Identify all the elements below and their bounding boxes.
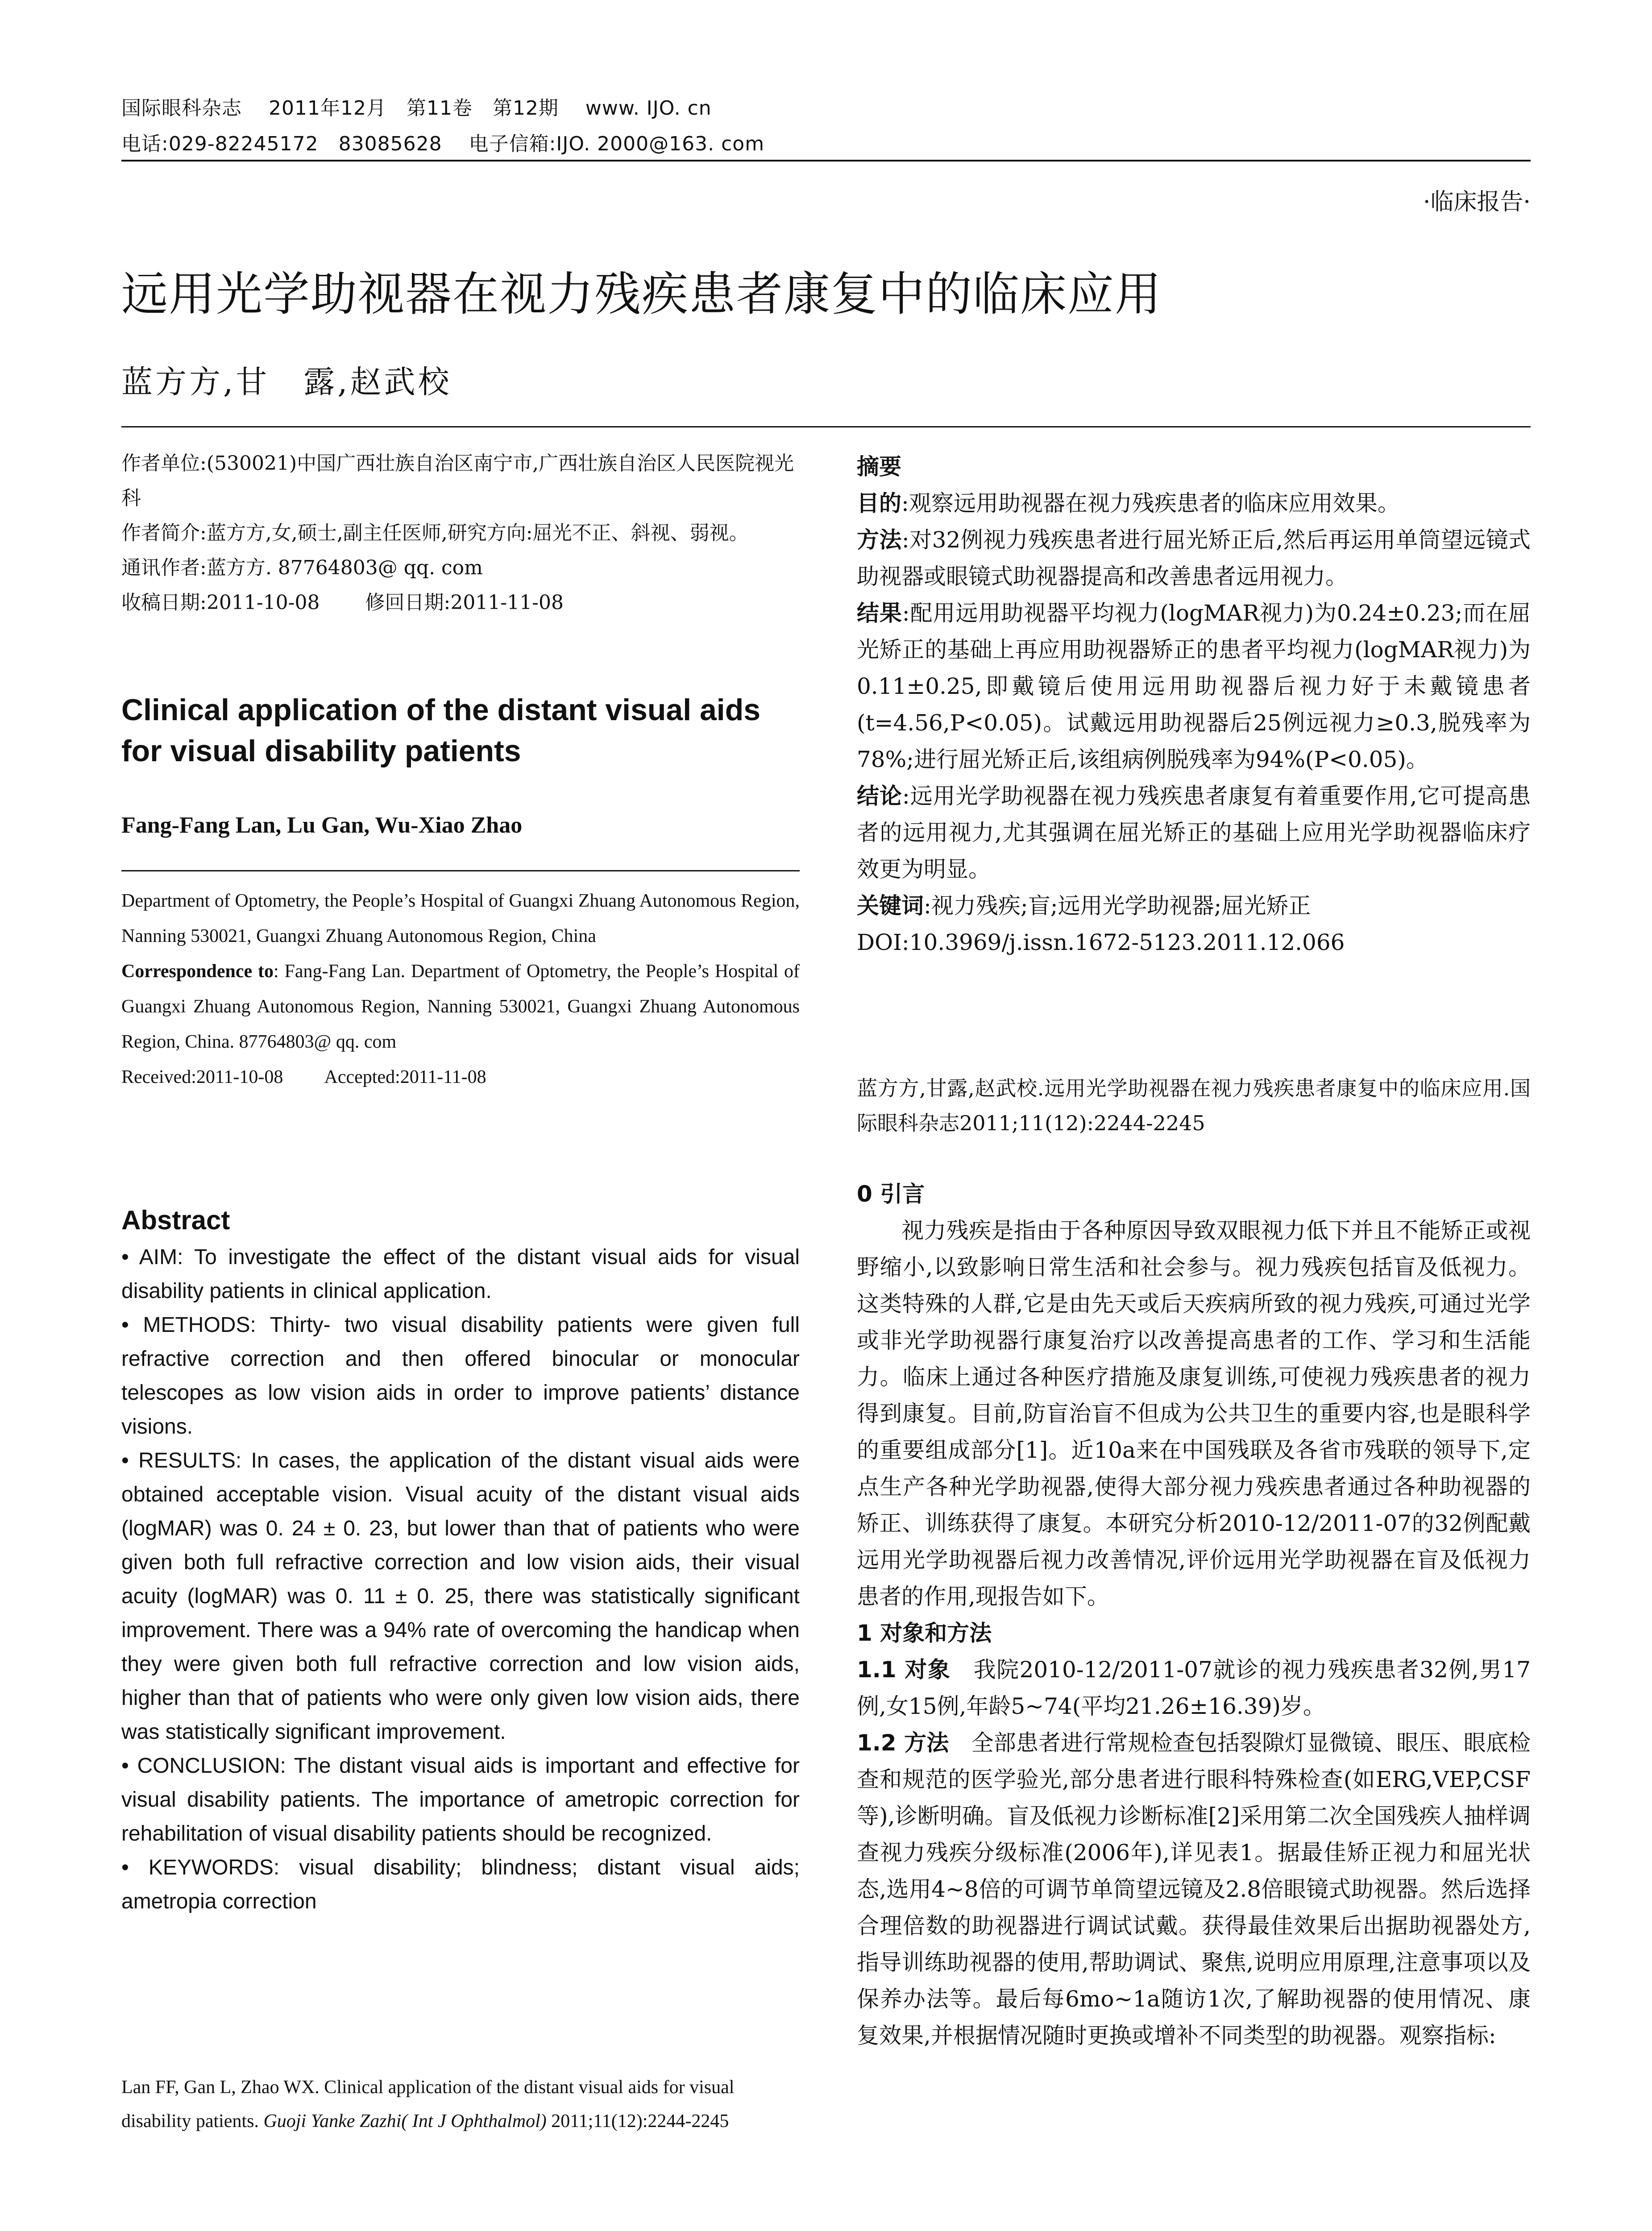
correspondence-en xyxy=(121,954,800,1060)
aim-label: 目的 xyxy=(857,490,901,516)
affiliation-block xyxy=(121,883,800,1095)
correspondence-label: Correspondence to xyxy=(121,961,274,982)
page-title: 远用光学助视器在视力残疾患者康复中的临床应用 xyxy=(121,267,1162,321)
abstract-en xyxy=(121,1240,800,1919)
abstract-cn-conclusion xyxy=(857,778,1531,887)
correspondence-text: : Fang-Fang Lan. Department of Optometry, the People’s Hospital of Guangxi Zhuang Autonomous Region, Nanning 530021, Guangxi Zhuang Autonomous Region, China. 87764803@ qq. com xyxy=(121,961,800,1052)
citation-en-volume: 2011;11(12):2244-2245 xyxy=(546,2111,729,2131)
author-info-block xyxy=(121,446,800,620)
subjects-text: 我院2010-12/2011-07就诊的视力残疾患者32例,男17例,女15例,年龄5~74(平均21.26±16.39)岁。 xyxy=(857,1657,1531,1719)
affiliation-cn: 作者单位:(530021)中国广西壮族自治区南宁市,广西壮族自治区人民医院视光科 xyxy=(121,452,794,510)
title-rule xyxy=(121,426,1531,427)
abstract-cn-aim xyxy=(857,485,1531,522)
citation-cn: 蓝方方,甘露,赵武校.远用光学助视器在视力残疾患者康复中的临床应用.国际眼科杂志2011;11(12):2244-2245 xyxy=(857,1076,1531,1135)
body-text xyxy=(857,1176,1531,2054)
affiliation-rule xyxy=(121,870,800,871)
received-accepted: Received:2011-10-08 Accepted:2011-11-08 xyxy=(121,1067,486,1087)
abstract-cn-heading: 摘要 xyxy=(857,454,901,480)
conclusion-label: 结论 xyxy=(857,783,902,809)
abstract-aim: • AIM: To investigate the effect of the distant visual aids for visual disability patients in clinical application. xyxy=(121,1245,800,1303)
results-label: 结果 xyxy=(857,600,902,626)
intro-heading: 0 引言 xyxy=(857,1181,925,1207)
citation-en-journal: Guoji Yanke Zazhi( Int J Ophthalmol) xyxy=(263,2111,547,2131)
abstract-conclusion: • CONCLUSION: The distant visual aids is important and effective for visual disability patients. The importance of ametropic correction for rehabilitation of visual disability patients should be recognized. xyxy=(121,1754,800,1845)
affiliation-en: Department of Optometry, the People’s Hospital of Guangxi Zhuang Autonomous Region, Nanning 530021, Guangxi Zhuang Autonomous Region, China xyxy=(121,891,800,946)
english-title: Clinical application of the distant visual aids for visual disability patients xyxy=(121,693,761,768)
citation-en-authors: Lan FF, Gan L, Zhao WX. Clinical application of the distant visual aids for visual disability patients. xyxy=(121,2077,735,2131)
results-text: :配用远用助视器平均视力(logMAR视力)为0.24±0.23;而在屈光矫正的基础上再应用助视器矫正的患者平均视力(logMAR视力)为0.11±0.25,即戴镜后使用远用助视器后视力好于未戴镜患者(t=4.56,P<0.05)。试戴远用助视器后25例远视力≥0.3,脱残率为78%;进行屈光矫正后,该组病例脱残率为94%(P<0.05)。 xyxy=(857,600,1531,772)
dates-cn: 收稿日期:2011-10-08 修回日期:2011-11-08 xyxy=(121,591,564,614)
method-paragraph xyxy=(857,1725,1531,2054)
intro-paragraph: 视力残疾是指由于各种原因导致双眼视力低下并且不能矫正或视野缩小,以致影响日常生活和社会参与。视力残疾包括盲及低视力。这类特殊的人群,它是由先天或后天疾病所致的视力残疾,可通过光学或非光学助视器行康复治疗以改善提高患者的工作、学习和生活能力。临床上通过各种医疗措施及康复训练,可使视力残疾患者的视力得到康复。目前,防盲治盲不但成为公共卫生的重要内容,也是眼科学的重要组成部分[1]。近10a来在中国残联及各省市残联的领导下,定点生产各种光学助视器,使得大部分视力残疾患者通过各种助视器的矫正、训练获得了康复。本研究分析2010-12/2011-07的32例配戴远用光学助视器后视力改善情况,评价远用光学助视器在盲及低视力患者的作用,现报告如下。 xyxy=(857,1218,1531,1609)
methods-heading: 1 对象和方法 xyxy=(857,1620,992,1646)
abstract-cn-keywords xyxy=(857,887,1531,924)
keywords-text: :视力残疾;盲;远用光学助视器;屈光矫正 xyxy=(924,893,1311,919)
abstract-cn-results xyxy=(857,595,1531,778)
methods-label: 方法 xyxy=(857,527,902,553)
header-rule xyxy=(121,160,1531,162)
methods-text: :对32例视力残疾患者进行屈光矫正后,然后再运用单筒望远镜式助视器或眼镜式助视器提高和改善患者远用视力。 xyxy=(857,527,1531,589)
section-tag: ·临床报告· xyxy=(1423,189,1531,216)
conclusion-text: :远用光学助视器在视力残疾患者康复有着重要作用,它可提高患者的远用视力,尤其强调在屈光矫正的基础上应用光学助视器临床疗效更为明显。 xyxy=(857,783,1531,882)
author-bio-cn: 作者简介:蓝方方,女,硕士,副主任医师,研究方向:屈光不正、斜视、弱视。 xyxy=(121,522,749,544)
keywords-label: 关键词 xyxy=(857,893,924,919)
subjects-paragraph xyxy=(857,1651,1531,1725)
journal-header-line1: 国际眼科杂志 2011年12月 第11卷 第12期 www. IJO. cn xyxy=(121,97,712,120)
doi: DOI:10.3969/j.issn.1672-5123.2011.12.066 xyxy=(857,929,1345,955)
english-authors: Fang-Fang Lan, Lu Gan, Wu-Xiao Zhao xyxy=(121,813,523,838)
aim-text: :观察远用助视器在视力残疾患者的临床应用效果。 xyxy=(901,490,1400,516)
authors-cn: 蓝方方,甘 露,赵武校 xyxy=(121,364,452,400)
abstract-keywords: • KEYWORDS: visual disability; blindness; distant visual aids; ametropia correction xyxy=(121,1856,800,1913)
corresponding-author-cn: 通讯作者:蓝方方. 87764803@ qq. com xyxy=(121,556,483,579)
abstract-methods: • METHODS: Thirty- two visual disability patients were given full refractive correction and then offered binocular or monocular telescopes as low vision aids in order to improve patients’ distance visions. xyxy=(121,1313,800,1439)
abstract-heading: Abstract xyxy=(121,1205,230,1235)
abstract-cn xyxy=(857,448,1531,961)
abstract-results: • RESULTS: In cases, the application of the distant visual aids were obtained acceptable vision. Visual acuity of the distant visual aids (logMAR) was 0. 24 ± 0. 23, but lower than that of patients who were given both full refractive correction and low vision aids, their visual acuity (logMAR) was 0. 11 ± 0. 25, there was statistically significant improvement. There was a 94% rate of overcoming the handicap when they were given both full refractive correction and low vision aids, higher than that of patients who were only given low vision aids, there was statistically significant improvement. xyxy=(121,1449,800,1744)
citation-en xyxy=(121,2070,800,2138)
method-label: 1.2 方法 xyxy=(857,1730,949,1756)
journal-header-line2: 电话:029-82245172 83085628 电子信箱:IJO. 2000@163. com xyxy=(121,133,765,155)
subjects-label: 1.1 对象 xyxy=(857,1657,951,1683)
abstract-cn-methods xyxy=(857,522,1531,595)
method-text: 全部患者进行常规检查包括裂隙灯显微镜、眼压、眼底检查和规范的医学验光,部分患者进行眼科特殊检查(如ERG,VEP,CSF等),诊断明确。盲及低视力诊断标准[2]采用第二次全国残疾人抽样调查视力残疾分级标准(2006年),详见表1。据最佳矫正视力和屈光状态,选用4~8倍的可调节单筒望远镜及2.8倍眼镜式助视器。然后选择合理倍数的助视器进行调试试戴。获得最佳效果后出据助视器处方,指导训练助视器的使用,帮助调试、聚焦,说明应用原理,注意事项以及保养办法等。最后每6mo~1a随访1次,了解助视器的使用情况、康复效果,并根据情况随时更换或增补不同类型的助视器。观察指标: xyxy=(857,1730,1531,2049)
